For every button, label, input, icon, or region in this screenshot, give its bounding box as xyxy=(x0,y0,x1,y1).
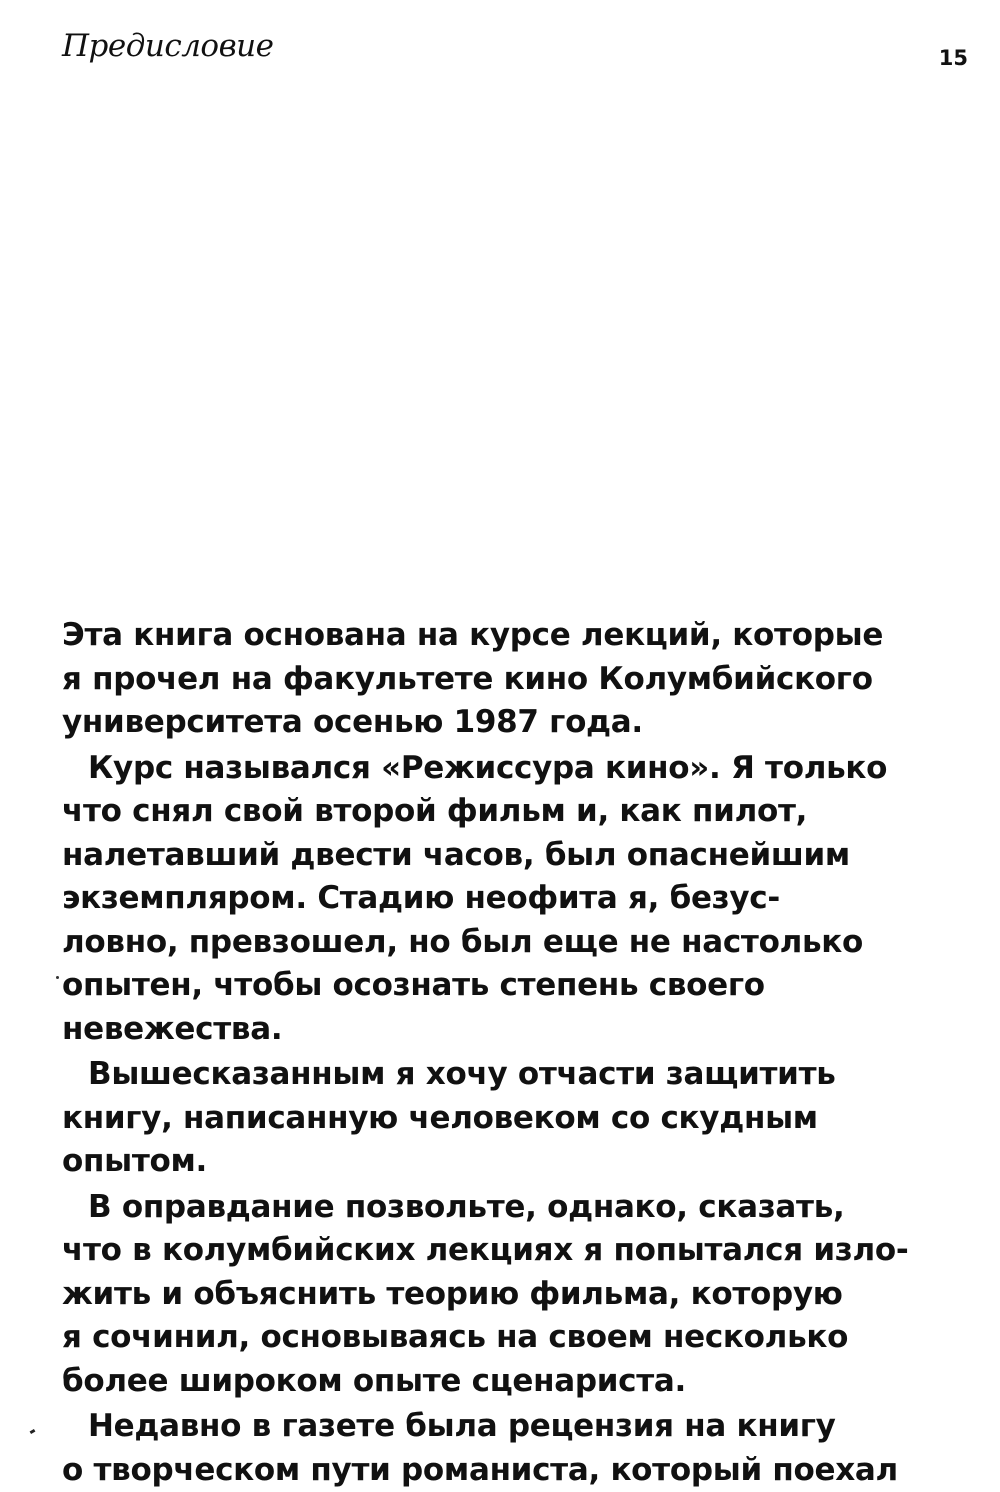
text-line: жить и объяснить теорию фильма, которую xyxy=(62,1273,962,1317)
paragraph-3 xyxy=(62,1053,962,1184)
paragraph-1 xyxy=(62,614,962,745)
text-line: я прочел на факультете кино Колумбийского xyxy=(62,658,962,702)
text-line: более широком опыте сценариста. xyxy=(62,1360,962,1404)
text-line: Недавно в газете была рецензия на книгу xyxy=(62,1405,962,1449)
running-head: Предисловие xyxy=(62,28,273,64)
text-line: ловно, превзошел, но был еще не настолько xyxy=(62,921,962,965)
text-line: что снял свой второй фильм и, как пилот, xyxy=(62,790,962,834)
text-line: что в колумбийских лекциях я попытался изло- xyxy=(62,1229,962,1273)
text-line: невежества. xyxy=(62,1008,962,1052)
text-line: опытом. xyxy=(62,1140,962,1184)
text-line: экземпляром. Стадию неофита я, безус- xyxy=(62,877,962,921)
body-text xyxy=(62,614,962,1492)
text-line: Эта книга основана на курсе лекций, которые xyxy=(62,614,962,658)
page-number: 15 xyxy=(939,46,968,70)
text-line: Вышесказанным я хочу отчасти защитить xyxy=(62,1053,962,1097)
text-line: я сочинил, основываясь на своем несколько xyxy=(62,1316,962,1360)
text-line: университета осенью 1987 года. xyxy=(62,701,962,745)
paragraph-2 xyxy=(62,747,962,1052)
text-line: книгу, написанную человеком со скудным xyxy=(62,1097,962,1141)
paragraph-4 xyxy=(62,1186,962,1404)
text-line: опытен, чтобы осознать степень своего xyxy=(62,964,962,1008)
margin-speck xyxy=(30,1429,36,1434)
text-line: Курс назывался «Режиссура кино». Я только xyxy=(62,747,962,791)
text-line: В оправдание позвольте, однако, сказать, xyxy=(62,1186,962,1230)
text-line: налетавший двести часов, был опаснейшим xyxy=(62,834,962,878)
text-line: о творческом пути романиста, который поехал xyxy=(62,1449,962,1492)
margin-speck xyxy=(56,976,59,979)
paragraph-5 xyxy=(62,1405,962,1492)
